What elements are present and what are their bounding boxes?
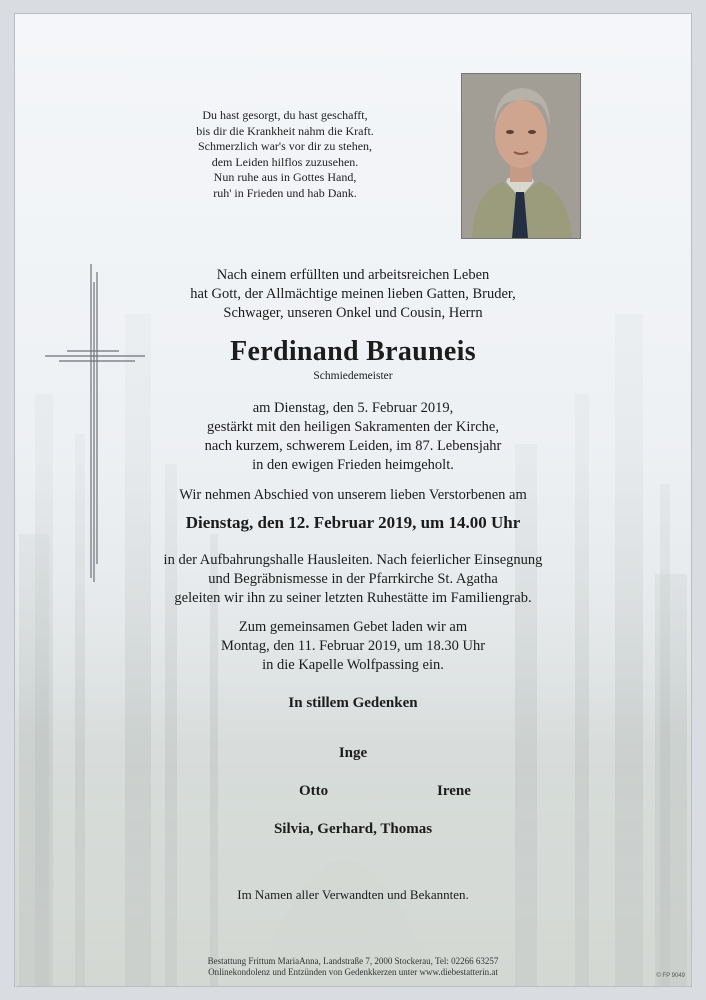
poem-line: Nun ruhe aus in Gottes Hand, (213, 170, 357, 184)
footer-address: Bestattung Frittum MariaAnna, Landstraße 7, 2000 Stockerau, Tel: 02266 63257 (207, 956, 499, 966)
deceased-name: Ferdinand Brauneis (230, 336, 476, 367)
prayer-line: Zum gemeinsamen Gebet laden wir am (238, 619, 468, 635)
place-line: in der Aufbahrungshalle Hausleiten. Nach feierlicher Einsegnung (163, 552, 543, 568)
family-member: Inge (338, 745, 368, 761)
farewell-text: Wir nehmen Abschied von unserem lieben Verstorbenen am (179, 487, 527, 503)
obituary-card (14, 13, 692, 987)
place-line: und Begräbnismesse in der Pfarrkirche St. Agatha (208, 571, 498, 587)
funeral-home-footer (15, 956, 691, 978)
poem (155, 108, 415, 201)
intro-line: hat Gott, der Allmächtige meinen lieben Gatten, Bruder, (190, 286, 516, 302)
family-members: Silvia, Gerhard, Thomas (273, 821, 433, 837)
intro-line: Schwager, unseren Onkel und Cousin, Herrn (223, 305, 483, 321)
death-line: am Dienstag, den 5. Februar 2019, (252, 400, 454, 416)
template-code: © FP 9049 (656, 973, 685, 979)
closing-line: Im Namen aller Verwandten und Bekannten. (237, 887, 469, 902)
place-line: geleiten wir ihn zu seiner letzten Ruhestätte im Familiengrab. (174, 590, 532, 606)
poem-line: bis dir die Krankheit nahm die Kraft. (196, 123, 374, 138)
portrait-image (462, 74, 580, 238)
intro-text (15, 266, 691, 323)
death-line: gestärkt mit den heiligen Sakramenten der Kirche, (207, 419, 499, 435)
intro-line: Nach einem erfüllten und arbeitsreichen Leben (216, 267, 490, 283)
family-member: Irene (437, 783, 471, 799)
death-line: nach kurzem, schwerem Leiden, im 87. Lebensjahr (204, 438, 502, 454)
funeral-place (15, 551, 691, 608)
poem-line: Schmerzlich war's vor dir zu stehen, (197, 139, 373, 153)
death-notice (15, 399, 691, 475)
footer-website: Onlinekondolenz und Entzünden von Gedenkkerzen unter www.diebestatterin.at (208, 967, 498, 977)
prayer-invitation (15, 618, 691, 675)
poem-line: dem Leiden hilflos zuzusehen. (211, 154, 359, 169)
prayer-line: in die Kapelle Wolfpassing ein. (262, 657, 444, 673)
death-line: in den ewigen Frieden heimgeholt. (252, 457, 454, 473)
deceased-title: Schmiedemeister (313, 370, 393, 382)
poem-line: ruh' in Frieden und hab Dank. (213, 185, 357, 200)
family-member: Otto (299, 783, 329, 799)
poem-line: Du hast gesorgt, du hast geschafft, (202, 108, 368, 122)
portrait-photo (461, 73, 581, 239)
memorial-heading: In stillem Gedenken (288, 695, 418, 711)
funeral-date: Dienstag, den 12. Februar 2019, um 14.00 Uhr (185, 513, 521, 532)
prayer-line: Montag, den 11. Februar 2019, um 18.30 Uhr (220, 638, 486, 654)
